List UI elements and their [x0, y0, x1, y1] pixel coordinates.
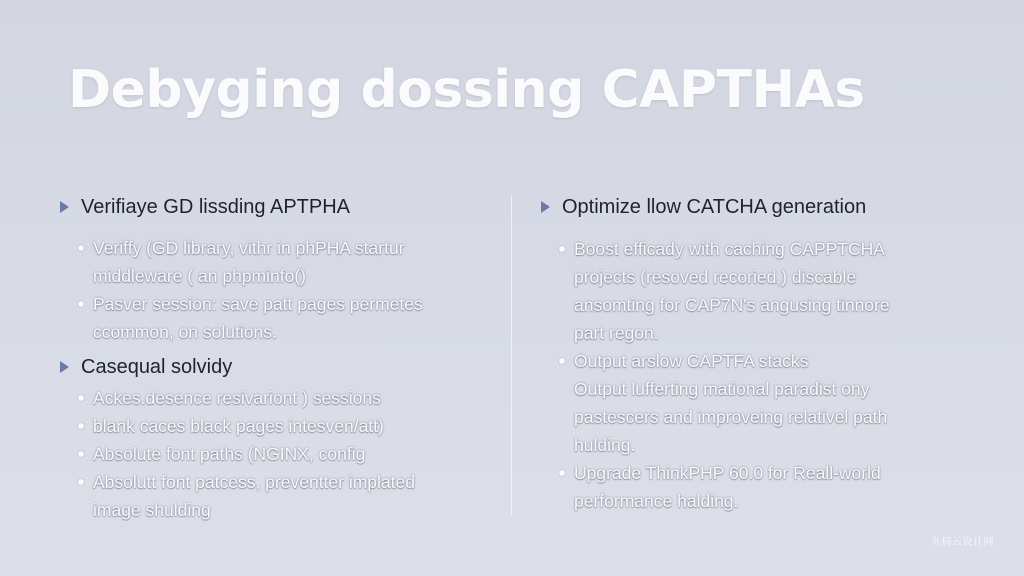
bullet-text-line: pastescers and improveing relativel path — [574, 407, 888, 427]
bullet-text-line: Pasver session: save patt pages permetes — [93, 294, 423, 314]
bullet-text-line: Veriffy (GD library, vithr in phPHA startur — [93, 238, 405, 258]
watermark-text: 九局云设计网 — [931, 537, 994, 548]
list-item — [541, 347, 971, 459]
section-heading-label: Casequal solvidy — [81, 355, 233, 378]
list-item — [60, 384, 490, 412]
bullet-text-line: ansomting for CAP7N's angusing tinnore — [574, 295, 890, 315]
slide-title: Debyging dossing CAPTHAs — [68, 60, 865, 120]
bullet-dot-icon — [78, 301, 84, 307]
bullet-dot-icon — [78, 245, 84, 251]
triangle-bullet-icon — [60, 361, 69, 373]
bullet-text-line: Boost efficady with caching CAPPTCHA — [574, 239, 885, 259]
list-item — [60, 290, 490, 346]
bullet-dot-icon — [78, 451, 84, 457]
left-column — [60, 192, 490, 524]
bullet-text-line: ccommon, on solutions. — [93, 322, 277, 342]
bullet-text-line: Ackes.desence resivariont ) sessions — [93, 388, 381, 408]
bullet-text-line: Absolute font paths (NGINX, config — [93, 444, 366, 464]
bullet-list-verify — [60, 234, 490, 346]
bullet-dot-icon — [78, 423, 84, 429]
section-heading-solutions — [60, 352, 490, 382]
bullet-text-line: Output lufferting mational paradist ony — [574, 379, 870, 399]
bullet-text-line: part regon. — [574, 323, 659, 343]
column-divider — [511, 196, 512, 516]
triangle-bullet-icon — [60, 201, 69, 213]
section-heading-label: Verifiaye GD lissding APTPHA — [81, 195, 350, 218]
bullet-text-line: projects (resoved recoried,) discable — [574, 267, 857, 287]
bullet-text-line: Upgrade ThinkPHP 60.0 for Reall-world — [574, 463, 881, 483]
triangle-bullet-icon — [541, 201, 550, 213]
bullet-dot-icon — [78, 479, 84, 485]
section-heading-optimize — [541, 192, 971, 222]
bullet-list-optimize — [541, 235, 971, 515]
list-item — [541, 235, 971, 347]
list-item — [60, 468, 490, 524]
bullet-text-line: hulding. — [574, 435, 636, 455]
bullet-text-line: Absolutt font patcess, preventter implated — [93, 472, 415, 492]
list-item — [60, 440, 490, 468]
bullet-dot-icon — [559, 358, 565, 364]
bullet-list-solutions — [60, 384, 490, 524]
bullet-dot-icon — [559, 246, 565, 252]
bullet-text-line: performance halding. — [574, 491, 739, 511]
bullet-text-line: blank caces black pages intesven/att) — [93, 416, 384, 436]
section-heading-verify — [60, 192, 490, 222]
list-item — [60, 234, 490, 290]
bullet-text-line: Output arslow CAPTFA stacks — [574, 351, 809, 371]
bullet-text-line: middleware ( an phpminfo() — [93, 266, 307, 286]
bullet-text-line: image shulding — [93, 500, 211, 520]
list-item — [541, 459, 971, 515]
bullet-dot-icon — [78, 395, 84, 401]
list-item — [60, 412, 490, 440]
right-column — [541, 192, 971, 515]
bullet-dot-icon — [559, 470, 565, 476]
section-heading-label: Optimize llow CATCHA generation — [562, 195, 867, 218]
